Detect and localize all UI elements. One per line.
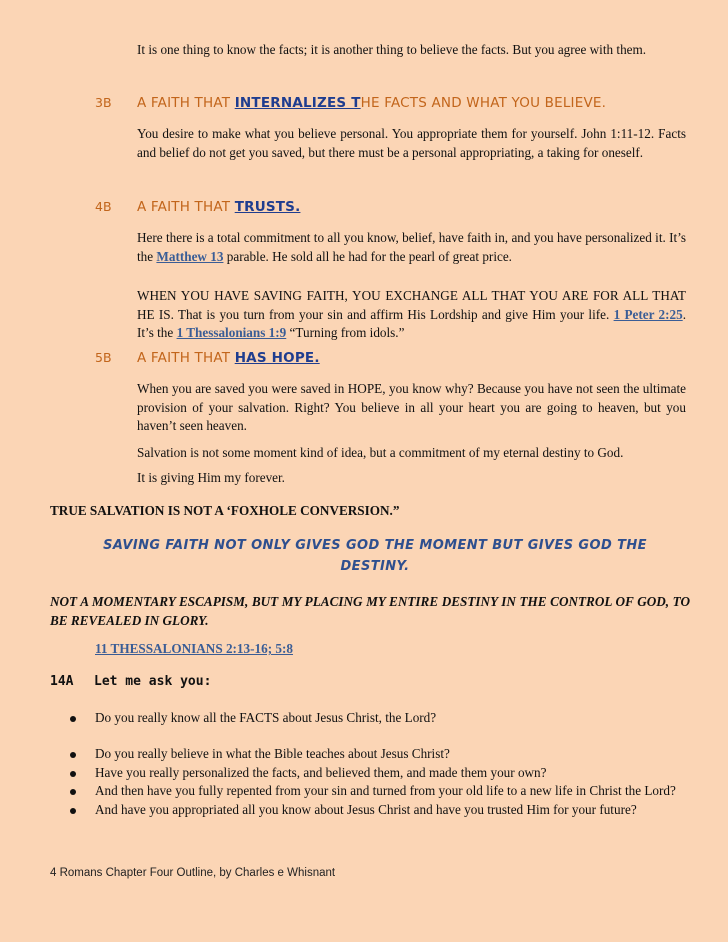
section-5b-paragraph-3: It is giving Him my forever.	[137, 470, 285, 485]
saving-faith-callout	[60, 535, 690, 577]
bullet-icon	[70, 716, 76, 722]
callout-line-1: SAVING FAITH NOT ONLY GIVES GOD THE MOMENT BUT GIVES GOD THE	[103, 538, 647, 553]
1-thessalonians-link[interactable]: 1 Thessalonians 1:9	[176, 325, 287, 340]
section-number: 3B	[95, 95, 112, 110]
section-title: A FAITH THAT TRUSTS.	[137, 199, 301, 215]
section-3b-heading	[95, 95, 695, 119]
list-item: Have you really personalized the facts, and believed them, and made them your own?	[0, 764, 685, 783]
section-title: A FAITH THAT INTERNALIZES THE FACTS AND WHAT YOU BELIEVE.	[137, 95, 607, 111]
matthew-13-link[interactable]: Matthew 13	[156, 248, 224, 264]
page-footer: 4 Romans Chapter Four Outline, by Charles e Whisnant	[50, 867, 336, 879]
intro-paragraph: It is one thing to know the facts; it is another thing to believe the facts. But you agree with them.	[137, 42, 647, 57]
bullet-icon	[70, 771, 76, 777]
section-5b-heading	[95, 350, 695, 374]
section-4b-paragraph-1: Here there is a total commitment to all you know, belief, have faith in, and you have personalized it. It’s the Matthew 13 parable. He sold all he had for the pearl of great price.	[137, 230, 686, 264]
bullet-icon	[70, 752, 76, 758]
list-item: And have you appropriated all you know about Jesus Christ and have you trusted Him for your future?	[0, 801, 685, 820]
section-5b-paragraph-1: When you are saved you were saved in HOPE, you know why? Because you have not seen the ultimate provision of your salvation. Right? You believe in all your heart you are going to heaven, but you haven’t seen heaven.	[137, 381, 686, 433]
list-item: Do you really believe in what the Bible teaches about Jesus Christ?	[0, 745, 685, 764]
ask-text: Let me ask you:	[94, 674, 212, 689]
section-3b-paragraph: You desire to make what you believe personal. You appropriate them for yourself. John 1:11-12. Facts and belief do not get you saved, but there must be a personal appropriating, a taking for oneself.	[137, 126, 686, 160]
title-highlight: TRUSTS.	[234, 199, 301, 215]
question-list-continued	[0, 745, 685, 819]
section-number: 5B	[95, 350, 112, 365]
ask-number: 14A	[50, 674, 74, 689]
escapism-statement: NOT A MOMENTARY ESCAPISM, BUT MY PLACING MY ENTIRE DESTINY IN THE CONTROL OF GOD, TO BE REVEALED IN GLORY.	[50, 594, 690, 628]
section-4b-heading	[95, 199, 695, 223]
question-list	[0, 709, 685, 728]
thessalonians-reference-link[interactable]: 11 THESSALONIANS 2:13-16; 5:8	[95, 641, 293, 656]
section-5b-paragraph-2: Salvation is not some moment kind of idea, but a commitment of my eternal destiny to God.	[137, 445, 624, 460]
foxhole-heading: TRUE SALVATION IS NOT A ‘FOXHOLE CONVERSION.”	[50, 503, 400, 518]
section-4b-paragraph-2: WHEN YOU HAVE SAVING FAITH, YOU EXCHANGE ALL THAT YOU ARE FOR ALL THAT HE IS. That is you turn from your sin and affirm His Lordship and give Him your life. 1 Peter 2:25. It’s the 1 Thessalonians 1:9 “Turning from idols.”	[137, 288, 686, 340]
bullet-icon	[70, 789, 76, 795]
section-title: A FAITH THAT HAS HOPE.	[137, 350, 320, 366]
list-item: Do you really know all the FACTS about Jesus Christ, the Lord?	[0, 709, 685, 728]
callout-line-2: DESTINY.	[340, 559, 410, 574]
title-highlight: HAS HOPE.	[234, 350, 320, 366]
1-peter-link[interactable]: 1 Peter 2:25	[613, 306, 683, 322]
section-number: 4B	[95, 199, 112, 214]
list-item: And then have you fully repented from your sin and turned from your old life to a new life in Christ the Lord?	[0, 782, 685, 801]
title-highlight: INTERNALIZES T	[234, 95, 361, 111]
bullet-icon	[70, 808, 76, 814]
ask-heading	[50, 674, 211, 689]
